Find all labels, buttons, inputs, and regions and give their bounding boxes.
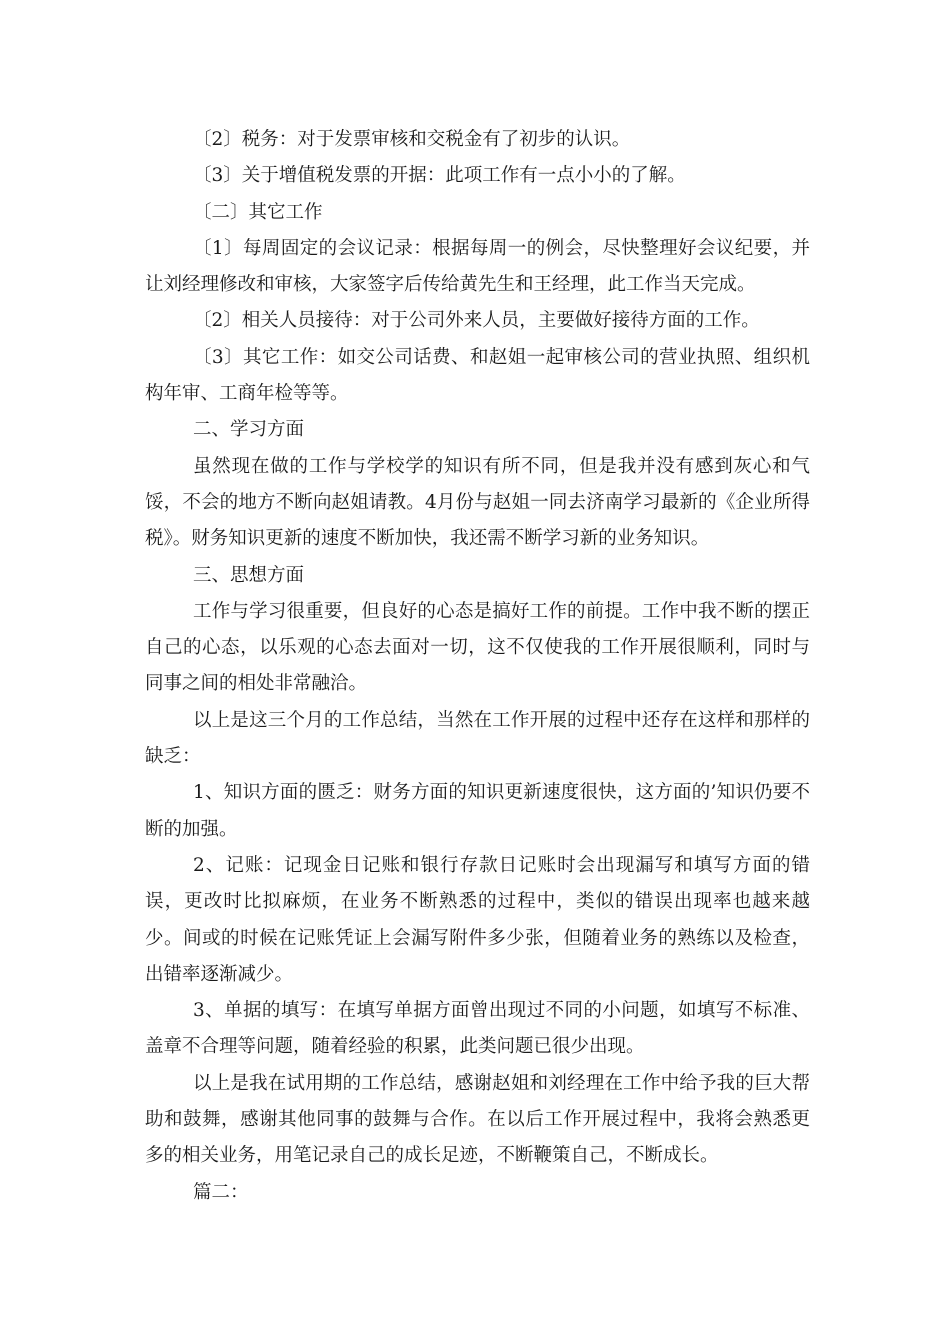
paragraph-tax: 〔2〕税务：对于发票审核和交税金有了初步的认识。 bbox=[193, 129, 631, 150]
list-item-knowledge: 1、知识方面的匮乏：财务方面的知识更新速度很快，这方面的’知识仍要不断的加强。 bbox=[145, 782, 810, 840]
paragraph-vat-invoice: 〔3〕关于增值税发票的开据：此项工作有一点小小的了解。 bbox=[193, 165, 686, 187]
list-item-bookkeeping: 2、记账：记现金日记账和银行存款日记账时会出现漏写和填写方面的错误，更改时比拟麻烦，在业务不断熟悉的过程中，类似的错误出现率也越来越少。间或的时候在记账凭证上会漏写附件多少张，但随着业务的熟练以及检查，出错率逐渐减少。 bbox=[145, 854, 810, 985]
paragraph-reception: 〔2〕相关人员接待：对于公司外来人员，主要做好接待方面的工作。 bbox=[193, 310, 760, 332]
section-heading-other-work: 〔二〕其它工作 bbox=[193, 201, 323, 223]
paragraph-other-tasks: 〔3〕其它工作：如交公司话费、和赵姐一起审核公司的营业执照、组织机构年审、工商年检等等。 bbox=[145, 346, 810, 405]
document-body bbox=[145, 122, 810, 1211]
section-heading-part-two: 篇二： bbox=[193, 1181, 249, 1203]
paragraph-thinking: 工作与学习很重要，但良好的心态是搞好工作的前提。工作中我不断的摆正自己的心态，以乐观的心态去面对一切，这不仅使我的工作开展很顺利，同时与同事之间的相处非常融洽。 bbox=[145, 600, 810, 695]
paragraph-learning: 虽然现在做的工作与学校学的知识有所不同，但是我并没有感到灰心和气馁，不会的地方不断向赵姐请教。4月份与赵姐一同去济南学习最新的《企业所得税》。财务知识更新的速度不断加快，我还需不断学习新的业务知识。 bbox=[145, 455, 810, 550]
section-heading-thinking: 三、思想方面 bbox=[193, 564, 305, 586]
paragraph-meeting-records: 〔1〕每周固定的会议记录：根据每周一的例会，尽快整理好会议纪要，并让刘经理修改和审核，大家签字后传给黄先生和王经理，此工作当天完成。 bbox=[145, 237, 810, 296]
section-heading-learning: 二、学习方面 bbox=[193, 419, 305, 441]
list-item-documents: 3、单据的填写：在填写单据方面曾出现过不同的小问题，如填写不标准、盖章不合理等问题，随着经验的积累，此类问题已很少出现。 bbox=[145, 1000, 810, 1058]
paragraph-summary-intro: 以上是这三个月的工作总结，当然在工作开展的过程中还存在这样和那样的缺乏： bbox=[145, 709, 810, 768]
paragraph-closing: 以上是我在试用期的工作总结，感谢赵姐和刘经理在工作中给予我的巨大帮助和鼓舞，感谢其他同事的鼓舞与合作。在以后工作开展过程中，我将会熟悉更多的相关业务，用笔记录自己的成长足迹，不断鞭策自己，不断成长。 bbox=[145, 1072, 810, 1167]
